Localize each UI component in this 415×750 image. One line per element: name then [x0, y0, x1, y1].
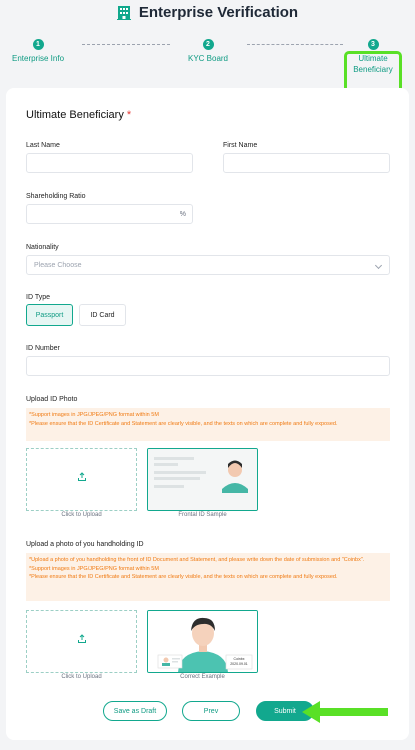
progress-stepper — [0, 30, 415, 90]
chevron-down-icon — [375, 262, 382, 269]
step-label: KYC Board — [187, 54, 229, 63]
nationality-select[interactable] — [26, 255, 390, 275]
frontal-id-sample-image — [147, 448, 258, 511]
id-card-illustration — [148, 449, 258, 511]
notice-line: *Support images in JPG/JPEG/PNG format within 5M — [29, 565, 159, 572]
required-mark: * — [126, 109, 132, 121]
first-name-input[interactable] — [223, 153, 390, 173]
notice-line: *Please ensure that the ID Certificate and Statement are clearly visible, and the texts on which are complete and fully exposed. — [29, 574, 338, 580]
last-name-input[interactable] — [26, 153, 193, 173]
pointer-arrow-icon — [300, 699, 392, 725]
shareholding-input[interactable] — [26, 204, 193, 224]
step-connector — [82, 44, 170, 45]
correct-example-image — [147, 610, 258, 673]
upload-id-dropzone[interactable] — [26, 448, 137, 511]
upload-icon — [77, 634, 87, 644]
step-kyc-board[interactable] — [172, 39, 244, 64]
upload-handheld-notice — [26, 553, 390, 601]
sample-card-date: 2020.09.01 — [230, 661, 248, 666]
first-name-label: First Name — [223, 142, 258, 149]
notice-line: *Support images in JPG/JPEG/PNG format within 5M — [29, 412, 159, 418]
notice-line: *Please ensure that the ID Certificate and Statement are clearly visible, and the texts on which are complete and fully exposed. — [29, 420, 338, 427]
upload-handheld-dropzone[interactable] — [26, 610, 137, 673]
step-enterprise-info[interactable] — [0, 39, 76, 64]
last-name-label: Last Name — [26, 142, 60, 149]
step-label-line2: Beneficiary — [353, 65, 393, 74]
notice-line: *Upload a photo of you handholding the front of ID Document and Statement, and please write down the date of submission and "Coinbx". — [29, 557, 365, 563]
submit-button[interactable]: Submit — [256, 701, 314, 721]
step-connector — [247, 44, 343, 45]
prev-button[interactable]: Prev — [182, 701, 240, 721]
upload-id-notice — [26, 408, 390, 441]
id-type-label: ID Type — [26, 294, 50, 301]
upload-handheld-label: Upload a photo of you handholding ID — [26, 541, 144, 548]
step-label: Enterprise Info — [11, 54, 65, 63]
id-type-id-card-button[interactable]: ID Card — [79, 304, 126, 326]
upload-id-label: Upload ID Photo — [26, 396, 78, 403]
step-label-line1: Ultimate — [358, 54, 388, 63]
save-draft-button[interactable]: Save as Draft — [103, 701, 167, 721]
upload-caption: Click to Upload — [61, 674, 102, 680]
page-title: Enterprise Verification — [138, 3, 299, 21]
step-number: 2 — [203, 39, 214, 50]
form-title — [26, 109, 131, 121]
page-header — [0, 0, 415, 24]
upload-icon — [77, 472, 87, 482]
step-number: 1 — [33, 39, 44, 50]
nationality-placeholder: Please Choose — [34, 261, 82, 269]
upload-caption: Click to Upload — [61, 512, 102, 518]
sample-caption: Correct Example — [180, 674, 225, 680]
beneficiary-form-card — [6, 88, 409, 740]
nationality-label: Nationality — [26, 244, 59, 251]
form-title-text: Ultimate Beneficiary — [26, 109, 124, 121]
building-icon — [117, 5, 131, 20]
percent-suffix: % — [179, 211, 186, 218]
id-type-passport-button[interactable]: Passport — [26, 304, 73, 326]
sample-caption: Frontal ID Sample — [178, 512, 227, 518]
sample-card-text: Coinbx — [233, 657, 245, 661]
id-number-input[interactable] — [26, 356, 390, 376]
step-number: 3 — [368, 39, 379, 50]
shareholding-label: Shareholding Ratio — [26, 193, 86, 200]
id-number-label: ID Number — [26, 345, 60, 352]
